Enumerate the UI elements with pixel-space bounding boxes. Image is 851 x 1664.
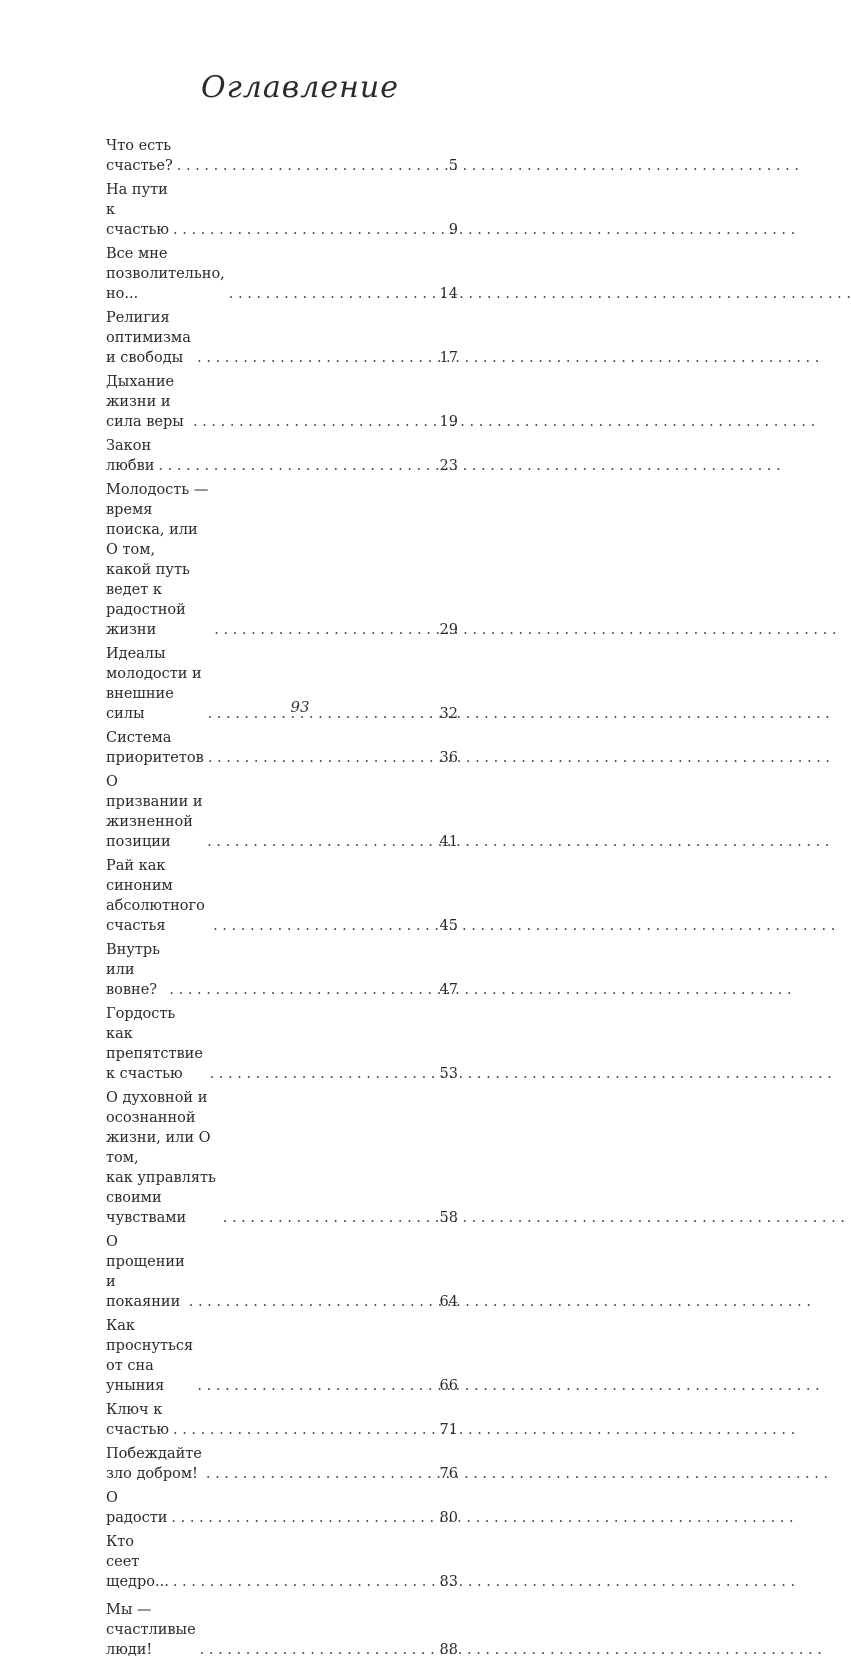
toc-entry-page: 88	[439, 1642, 458, 1658]
toc-entry-title-line: Гордость как препятствие к счастью	[106, 1006, 203, 1082]
toc-entry-title-line: Кто сеет щедро...	[106, 1534, 169, 1590]
toc-entry-page: 41	[439, 834, 458, 850]
toc-entry-title	[106, 772, 203, 852]
page-title: Оглавление	[201, 70, 399, 105]
dot-leader	[173, 220, 428, 240]
toc-entry-title	[106, 308, 193, 368]
toc-entry-page: 76	[439, 1466, 458, 1482]
toc-entry-page: 83	[439, 1574, 458, 1590]
toc-entry	[106, 772, 458, 852]
toc-entry-title	[106, 1532, 169, 1592]
toc-entry	[106, 1088, 458, 1228]
dot-leader	[171, 1508, 428, 1528]
dot-leader	[223, 1208, 428, 1228]
toc-entry-title-line: Что есть счастье?	[106, 138, 173, 174]
dot-leader	[229, 284, 428, 304]
toc-entry-title-line: как управлять своими чувствами	[106, 1170, 216, 1226]
toc-entry-title-line: Молодость — время поиска, или О том,	[106, 482, 209, 558]
toc-entry-title-line: О радости	[106, 1490, 168, 1526]
dot-leader	[210, 1064, 428, 1084]
toc-entry-page: 14	[439, 286, 458, 302]
dot-leader	[173, 1572, 428, 1592]
toc-entry-title	[106, 136, 173, 176]
toc-entry-title-line: Мы — счастливые люди!	[106, 1602, 196, 1658]
toc-entry-page: 53	[439, 1066, 458, 1082]
toc-entry-title	[106, 1232, 185, 1312]
dot-leader	[214, 620, 428, 640]
toc-entry-title-line: На пути к счастью	[106, 182, 170, 238]
dot-leader	[206, 1464, 428, 1484]
toc-entry-title	[106, 1600, 196, 1660]
toc-entry	[106, 244, 458, 304]
toc-entry-page: 32	[439, 706, 458, 722]
toc-entry	[106, 480, 458, 640]
toc-entry-title-line: Побеждайте зло добром!	[106, 1446, 202, 1482]
toc-entry-title	[106, 1444, 202, 1484]
toc-entry	[106, 1600, 458, 1660]
toc-entry	[106, 308, 458, 368]
table-of-contents	[106, 136, 458, 1664]
dot-leader	[197, 348, 428, 368]
toc-entry-title-line: Дыхание жизни и сила веры	[106, 374, 184, 430]
toc-entry-title-line: Религия оптимизма и свободы	[106, 310, 191, 366]
dot-leader	[207, 832, 428, 852]
toc-entry-title-line: какой путь ведет к радостной жизни	[106, 562, 190, 638]
toc-entry	[106, 856, 458, 936]
toc-entry	[106, 940, 458, 1000]
toc-entry-title-line: Ключ к счастью	[106, 1402, 170, 1438]
toc-entry	[106, 1488, 458, 1528]
toc-entry-page: 64	[439, 1294, 458, 1310]
toc-entry	[106, 136, 458, 176]
page-number: 93	[290, 698, 310, 716]
toc-entry-page: 66	[439, 1378, 458, 1394]
toc-entry	[106, 728, 458, 768]
toc-entry	[106, 1004, 458, 1084]
toc-entry-title-line: Все мне позволительно, но...	[106, 246, 225, 302]
dot-leader	[189, 1292, 428, 1312]
toc-entry	[106, 1316, 458, 1396]
toc-entry-page: 71	[439, 1422, 458, 1438]
toc-entry-title-line: Внутрь или вовне?	[106, 942, 161, 998]
toc-entry-title-line: О духовной и осознанной жизни, или О том,	[106, 1090, 211, 1166]
dot-leader	[177, 156, 428, 176]
toc-entry-title	[106, 1088, 219, 1228]
toc-entry-page: 9	[448, 222, 458, 238]
toc-entry-page: 80	[439, 1510, 458, 1526]
toc-entry	[106, 1444, 458, 1484]
toc-entry-title	[106, 244, 225, 304]
dot-leader	[169, 980, 428, 1000]
dot-leader	[200, 1640, 428, 1660]
toc-entry-title	[106, 856, 209, 936]
toc-entry-title	[106, 436, 154, 476]
dot-leader	[197, 1376, 428, 1396]
dot-leader	[193, 412, 428, 432]
toc-entry	[106, 1400, 458, 1440]
toc-entry-page: 23	[439, 458, 458, 474]
toc-entry-title	[106, 1400, 169, 1440]
toc-entry-page: 19	[439, 414, 458, 430]
toc-entry	[106, 180, 458, 240]
toc-entry	[106, 1532, 458, 1592]
toc-entry-title	[106, 1004, 206, 1084]
toc-entry	[106, 1232, 458, 1312]
toc-entry-page: 47	[439, 982, 458, 998]
toc-entry-title-line: Как проснуться от сна уныния	[106, 1318, 194, 1394]
toc-entry-title	[106, 1316, 193, 1396]
toc-entry	[106, 372, 458, 432]
dot-leader	[208, 748, 428, 768]
toc-entry-title	[106, 480, 210, 640]
toc-entry-page: 5	[448, 158, 458, 174]
dot-leader	[213, 916, 428, 936]
toc-entry-title-line: О прощении и покаянии	[106, 1234, 185, 1310]
toc-entry	[106, 436, 458, 476]
toc-entry-page: 29	[439, 622, 458, 638]
toc-entry-title-line: О призвании и жизненной позиции	[106, 774, 203, 850]
toc-entry-title-line: Идеалы молодости и внешние силы	[106, 646, 202, 722]
toc-entry-title-line: Закон любви	[106, 438, 155, 474]
toc-entry-title	[106, 728, 204, 768]
toc-entry-title	[106, 180, 169, 240]
toc-entry-title-line: Система приоритетов	[106, 730, 204, 766]
toc-entry-page: 17	[439, 350, 458, 366]
toc-entry-title	[106, 372, 189, 432]
dot-leader	[158, 456, 428, 476]
toc-entry-title	[106, 1488, 167, 1528]
toc-entry-page: 36	[439, 750, 458, 766]
toc-entry-page: 58	[439, 1210, 458, 1226]
toc-entry-page: 45	[439, 918, 458, 934]
dot-leader	[173, 1420, 428, 1440]
toc-entry-title-line: Рай как синоним абсолютного счастья	[106, 858, 205, 934]
toc-entry-title	[106, 940, 165, 1000]
